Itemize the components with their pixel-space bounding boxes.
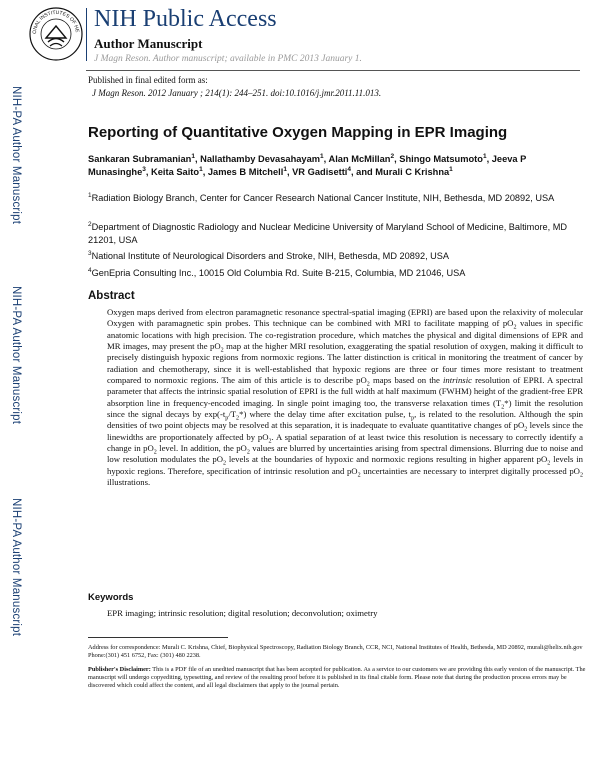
paper-title: Reporting of Quantitative Oxygen Mapping in EPR Imaging	[88, 124, 508, 141]
nih-seal-logo	[28, 4, 84, 66]
keywords-heading: Keywords	[88, 592, 134, 603]
correspondence-note: Address for correspondence: Murali C. Krishna, Chief, Biophysical Spectroscopy, Radiation Biology Branch, CCR, NCI, National Institutes of Health, Bethesda, MD 20892, murali@helix.nih.gov Phone:(301) 451 6752, Fax: (301) 480 2238.	[88, 644, 583, 660]
author-2: Nallathamby Devasahayam$^1$,	[200, 152, 329, 164]
affiliation-1: $^1$Radiation Biology Branch, Center for Cancer Research National Cancer Institute, NIH, Bethesda, MD 20892, USA	[88, 191, 555, 203]
author-9: Murali C Krishna$^1$	[375, 165, 453, 177]
affiliation-3: $^3$National Institute of Neurological Disorders and Stroke, NIH, Bethesda, MD 20892, USA	[88, 249, 450, 261]
footnote-divider	[88, 637, 228, 638]
svg-text:NATIONAL INSTITUTES OF HEALTH: ONAL INSTITUTES OF HE	[31, 9, 80, 35]
header-title: NIH Public Access	[94, 6, 277, 32]
sidebar-label-3: NIH-PA Author Manuscript	[10, 498, 22, 637]
author-3: Alan McMillan$^2$,	[328, 152, 400, 164]
sidebar-label-1: NIH-PA Author Manuscript	[10, 86, 22, 225]
header-rule	[86, 70, 580, 71]
abstract-body: Oxygen maps derived from electron paramagnetic resonance spectral-spatial imaging (EPRI) are based upon the relaxivity of molecular Oxygen with paramagnetic spin probes. This technique can be combined with MRI to facilitate mapping of $pO_2$ values in specific anatomic locations with high precision. The co-registration procedure, which matches the physical and digital dimensions of EPR and MR images, may present the $pO_2$ map at the higher MRI resolution, exaggerating the spatial resolution of oxygen, making it difficult to precisely distinguish hypoxic regions from normoxic regions. The latter distinction is critical in monitoring the treatment of cancer by radiation and chemotherapy, since it is well-established that hypoxic regions are three or four times more resistant to treatment compared to normoxic regions. The aim of this article is to describe $pO_2$ maps based on the intrinsic resolution of EPRI. A spectral parameter that affects the intrinsic spatial resolution of EPRI is the full width at half maximum (FWHM) height of the gradient-free EPR absorption line in frequency-encoded imaging. In single point imaging too, the transverse relaxation times $(T_2*)$ limit the resolution since the signal decays by $\exp(-t_p/T_2*)$ where the delay time after excitation pulse, $t_p$, is related to the resolution. Although the spin densities of two point objects may be resolved at this separation, it is inadequate to evaluate quantitative changes of $pO_2$ levels since the linewidths are proportionately affected by $pO_2$. A spatial separation of at least twice this resolution is necessary to correctly identify a change in $pO_2$ level. In addition, the $pO_2$ values are blurred by uncertainties arising from spectral dimensions. Blurring due to noise and low resolution modulates the $pO_2$ levels at the boundaries of hypoxic and normoxic regions resulting in higher apparent $pO_2$ levels in hypoxic regions. Therefore, specification of intrinsic resolution and $pO_2$ uncertainties are necessary to interpret digitally processed $pO_2$ illustrations.	[107, 307, 584, 488]
author-7: James B Mitchell$^1$,	[207, 165, 293, 177]
author-6: Keita Saito$^1$,	[151, 165, 208, 177]
header-divider	[86, 8, 87, 61]
author-8: VR Gadisetti$^4$, and	[292, 165, 376, 177]
author-list	[88, 153, 588, 178]
author-4: Shingo Matsumoto$^1$,	[399, 152, 492, 164]
affiliation-2: $^2$Department of Diagnostic Radiology and Nuclear Medicine University of Maryland School of Medicine, Baltimore, MD 21201, USA	[88, 220, 568, 245]
abstract-heading: Abstract	[88, 290, 135, 302]
publisher-disclaimer: Publisher's Disclaimer: This is a PDF file of an unedited manuscript that has been accepted for publication. As a service to our customers we are providing this early version of the manuscript. The manuscript will undergo copyediting, typesetting, and review of the resulting proof before it is published in its final citable form. Please note that during the production process errors may be discovered which could affect the content, and all legal disclaimers that apply to the journal pertain.	[88, 666, 586, 690]
journal-availability-note: J Magn Reson. Author manuscript; available in PMC 2013 January 1.	[94, 54, 362, 64]
affiliation-4: $^4$GenEpria Consulting Inc., 10015 Old Columbia Rd. Suite B-215, Columbia, MD 21046, USA	[88, 266, 466, 278]
keywords-text: EPR imaging; intrinsic resolution; digital resolution; deconvolution; oximetry	[107, 608, 378, 618]
author-5: Jeeva P Munasinghe$^3$,	[88, 154, 527, 177]
citation-line: J Magn Reson. 2012 January ; 214(1): 244–251. doi:10.1016/j.jmr.2011.11.013.	[92, 88, 382, 98]
sidebar-label-2: NIH-PA Author Manuscript	[10, 286, 22, 425]
published-line: Published in final edited form as:	[88, 75, 208, 85]
header-subtitle: Author Manuscript	[94, 36, 203, 51]
author-1: Sankaran Subramanian$^1$,	[88, 152, 201, 164]
